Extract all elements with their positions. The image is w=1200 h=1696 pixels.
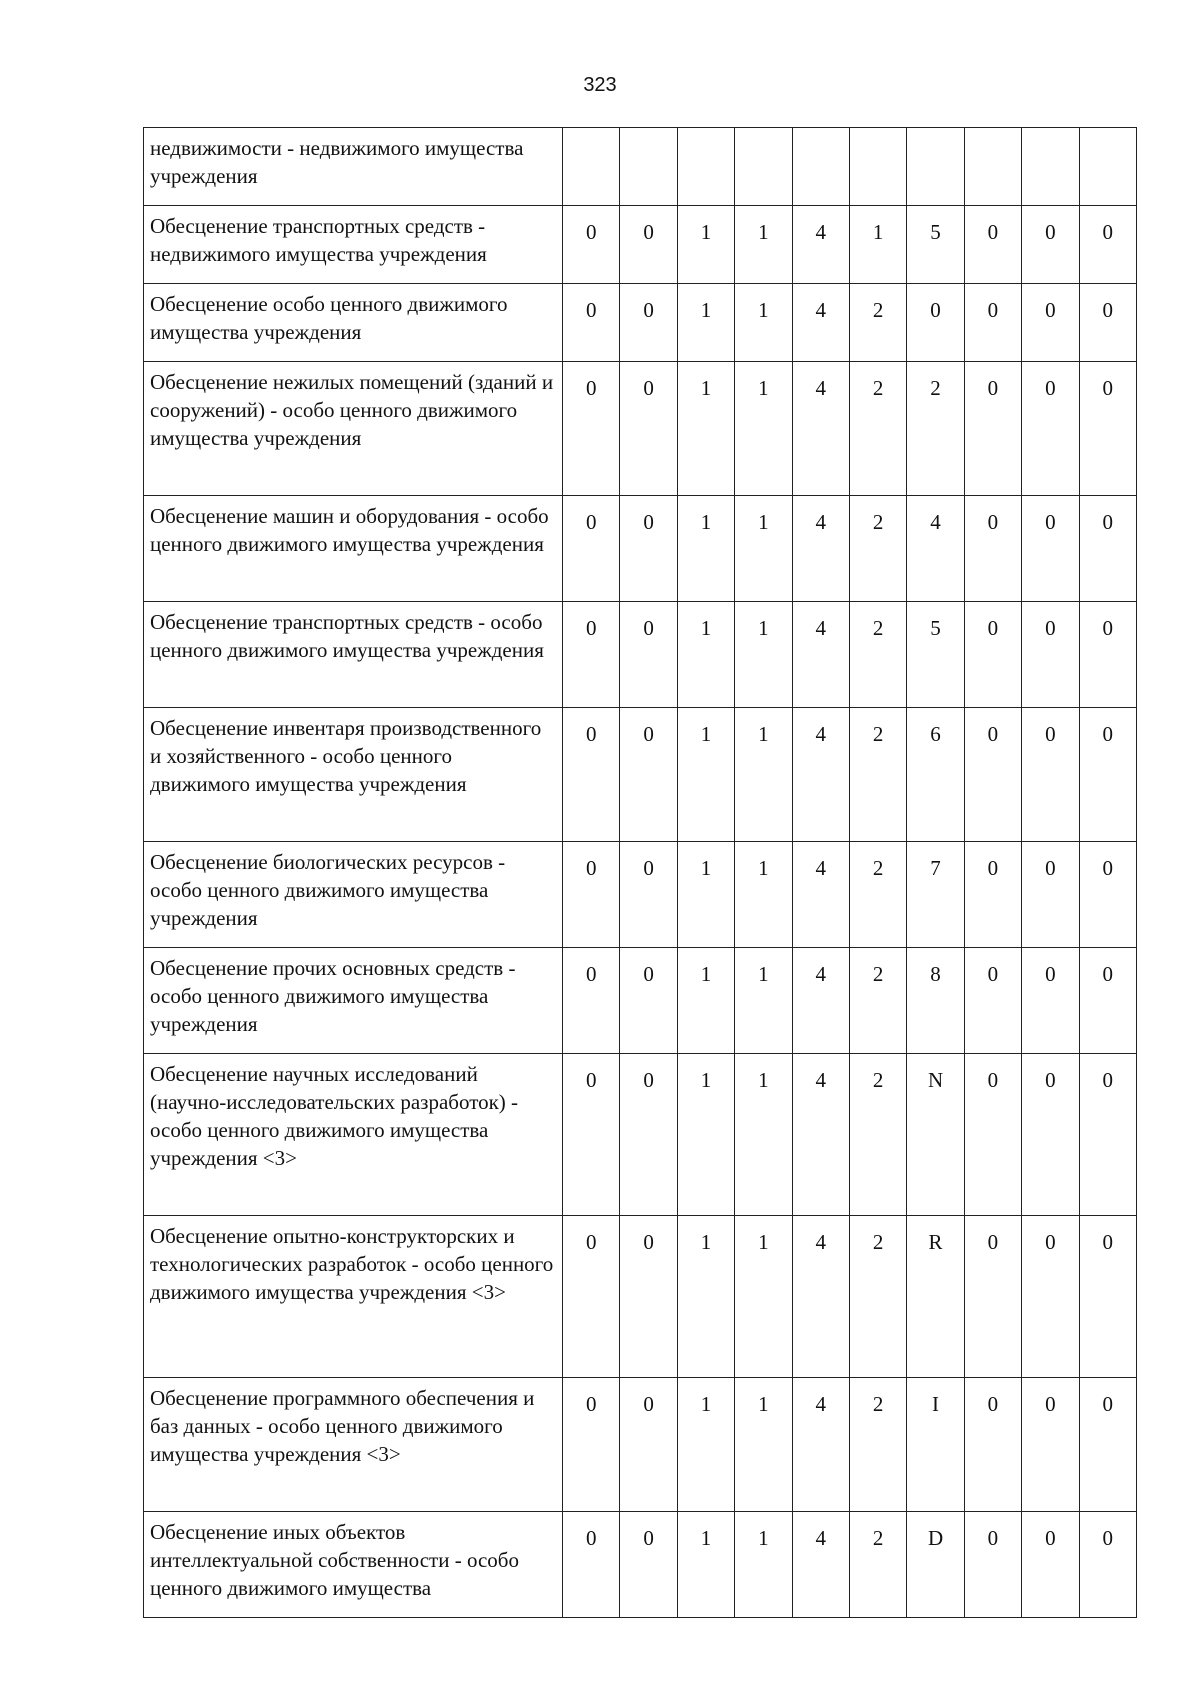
code-digit: 4	[792, 496, 849, 602]
code-digit: 0	[1079, 1512, 1136, 1618]
code-digit: 1	[677, 496, 734, 602]
code-digit: 1	[735, 948, 792, 1054]
table-row	[144, 496, 1137, 602]
row-description: Обесценение иных объектов интеллектуальной собственности - особо ценного движимого имущества	[144, 1512, 563, 1618]
code-digit: 0	[620, 602, 677, 708]
code-digit: 0	[964, 842, 1021, 948]
code-digit: 0	[620, 496, 677, 602]
row-description: Обесценение транспортных средств - недвижимого имущества учреждения	[144, 206, 563, 284]
code-digit	[677, 128, 734, 206]
code-digit: 0	[620, 206, 677, 284]
code-digit: 4	[792, 1378, 849, 1512]
code-digit: 0	[1022, 1512, 1079, 1618]
code-digit: 2	[849, 602, 906, 708]
code-digit: 2	[849, 948, 906, 1054]
code-digit: 2	[849, 362, 906, 496]
code-digit: 4	[792, 1216, 849, 1378]
code-digit: 0	[620, 1378, 677, 1512]
code-digit: 2	[849, 1216, 906, 1378]
code-digit: 4	[792, 206, 849, 284]
code-digit: 0	[1022, 284, 1079, 362]
table-row	[144, 206, 1137, 284]
code-digit: 0	[1079, 1378, 1136, 1512]
table-row	[144, 602, 1137, 708]
table-row	[144, 842, 1137, 948]
code-digit: 0	[1022, 1216, 1079, 1378]
code-digit: 1	[677, 1054, 734, 1216]
code-digit: 2	[849, 842, 906, 948]
code-digit: 1	[735, 496, 792, 602]
code-digit: 0	[1079, 496, 1136, 602]
code-digit: 0	[563, 602, 620, 708]
code-digit: D	[907, 1512, 964, 1618]
code-digit: 0	[1079, 948, 1136, 1054]
code-digit: 0	[620, 948, 677, 1054]
code-digit: 0	[1022, 842, 1079, 948]
code-digit: 0	[1079, 362, 1136, 496]
table-row	[144, 1378, 1137, 1512]
code-digit: 0	[563, 496, 620, 602]
code-digit	[620, 128, 677, 206]
table-row	[144, 284, 1137, 362]
row-description: Обесценение научных исследований (научно-исследовательских разработок) - особо ценного движимого имущества учреждения <3>	[144, 1054, 563, 1216]
code-digit: 0	[964, 602, 1021, 708]
code-digit: 1	[677, 1512, 734, 1618]
code-digit: 5	[907, 602, 964, 708]
code-digit: 0	[964, 284, 1021, 362]
code-digit	[1022, 128, 1079, 206]
code-digit: 1	[735, 362, 792, 496]
code-digit: 4	[792, 842, 849, 948]
code-digit	[792, 128, 849, 206]
code-digit: 6	[907, 708, 964, 842]
code-digit: 0	[563, 842, 620, 948]
table-row	[144, 708, 1137, 842]
table-row	[144, 362, 1137, 496]
code-digit: 5	[907, 206, 964, 284]
code-digit: 1	[735, 1216, 792, 1378]
code-digit: 0	[1022, 602, 1079, 708]
code-digit: I	[907, 1378, 964, 1512]
row-description: Обесценение прочих основных средств - особо ценного движимого имущества учреждения	[144, 948, 563, 1054]
code-digit: 1	[677, 362, 734, 496]
table-body	[144, 128, 1137, 1618]
page-number: 323	[583, 74, 617, 96]
code-digit: 0	[1022, 1054, 1079, 1216]
code-digit: 1	[849, 206, 906, 284]
code-digit: 0	[964, 206, 1021, 284]
code-digit: 4	[792, 1054, 849, 1216]
code-digit: 0	[964, 1512, 1021, 1618]
row-description: Обесценение программного обеспечения и баз данных - особо ценного движимого имущества учреждения <3>	[144, 1378, 563, 1512]
table-row	[144, 1054, 1137, 1216]
code-digit: 0	[1079, 206, 1136, 284]
code-digit: 0	[1022, 496, 1079, 602]
code-digit: 1	[735, 1054, 792, 1216]
code-digit: 1	[677, 1216, 734, 1378]
code-digit: 0	[907, 284, 964, 362]
code-digit: 0	[620, 708, 677, 842]
code-digit: 1	[735, 284, 792, 362]
code-digit: 2	[849, 496, 906, 602]
accounts-table	[143, 127, 1137, 1618]
code-digit: 0	[964, 362, 1021, 496]
code-digit: 0	[1022, 708, 1079, 842]
code-digit: 1	[677, 206, 734, 284]
row-description: Обесценение особо ценного движимого имущества учреждения	[144, 284, 563, 362]
code-digit: 0	[964, 1216, 1021, 1378]
code-digit: 0	[563, 206, 620, 284]
code-digit: 1	[735, 206, 792, 284]
code-digit: 4	[907, 496, 964, 602]
code-digit: 0	[1022, 206, 1079, 284]
code-digit: 0	[964, 1378, 1021, 1512]
code-digit: 1	[677, 708, 734, 842]
code-digit: 0	[563, 708, 620, 842]
code-digit: 8	[907, 948, 964, 1054]
code-digit: R	[907, 1216, 964, 1378]
code-digit: 0	[964, 708, 1021, 842]
code-digit: 0	[620, 284, 677, 362]
table-row	[144, 1216, 1137, 1378]
code-digit: 0	[620, 362, 677, 496]
code-digit: 0	[1079, 602, 1136, 708]
code-digit: 1	[735, 602, 792, 708]
code-digit: 0	[964, 496, 1021, 602]
code-digit	[1079, 128, 1136, 206]
row-description: Обесценение опытно-конструкторских и технологических разработок - особо ценного движимого имущества учреждения <3>	[144, 1216, 563, 1378]
code-digit: 0	[964, 1054, 1021, 1216]
row-description: Обесценение транспортных средств - особо ценного движимого имущества учреждения	[144, 602, 563, 708]
code-digit: 1	[677, 602, 734, 708]
code-digit: 2	[849, 1054, 906, 1216]
code-digit: 0	[620, 842, 677, 948]
code-digit	[563, 128, 620, 206]
code-digit: 4	[792, 362, 849, 496]
code-digit	[964, 128, 1021, 206]
code-digit: 0	[563, 1216, 620, 1378]
code-digit: 1	[677, 1378, 734, 1512]
code-digit: 0	[563, 1378, 620, 1512]
code-digit: 4	[792, 1512, 849, 1618]
row-description: недвижимости - недвижимого имущества учреждения	[144, 128, 563, 206]
row-description: Обесценение нежилых помещений (зданий и сооружений) - особо ценного движимого имущества учреждения	[144, 362, 563, 496]
code-digit: 0	[1079, 1054, 1136, 1216]
code-digit: 7	[907, 842, 964, 948]
code-digit: 0	[563, 284, 620, 362]
code-digit: 0	[620, 1512, 677, 1618]
table-row	[144, 1512, 1137, 1618]
code-digit: 0	[1022, 948, 1079, 1054]
code-digit: 4	[792, 602, 849, 708]
code-digit: 1	[677, 284, 734, 362]
code-digit: 0	[1079, 842, 1136, 948]
code-digit: 0	[964, 948, 1021, 1054]
code-digit: 0	[1022, 1378, 1079, 1512]
code-digit: 2	[907, 362, 964, 496]
code-digit: 0	[620, 1216, 677, 1378]
code-digit	[735, 128, 792, 206]
code-digit: 2	[849, 1512, 906, 1618]
code-digit: 1	[735, 708, 792, 842]
code-digit: 0	[1022, 362, 1079, 496]
code-digit: 1	[677, 948, 734, 1054]
code-digit: N	[907, 1054, 964, 1216]
code-digit: 0	[563, 948, 620, 1054]
code-digit: 0	[563, 1512, 620, 1618]
code-digit: 0	[1079, 708, 1136, 842]
code-digit: 2	[849, 1378, 906, 1512]
code-digit: 2	[849, 284, 906, 362]
code-digit	[849, 128, 906, 206]
code-digit	[907, 128, 964, 206]
code-digit: 0	[1079, 284, 1136, 362]
row-description: Обесценение биологических ресурсов - особо ценного движимого имущества учреждения	[144, 842, 563, 948]
code-digit: 1	[735, 1378, 792, 1512]
code-digit: 2	[849, 708, 906, 842]
code-digit: 0	[563, 1054, 620, 1216]
code-digit: 1	[735, 842, 792, 948]
row-description: Обесценение инвентаря производственного и хозяйственного - особо ценного движимого имущества учреждения	[144, 708, 563, 842]
code-digit: 4	[792, 284, 849, 362]
code-digit: 1	[677, 842, 734, 948]
table-row	[144, 128, 1137, 206]
code-digit: 1	[735, 1512, 792, 1618]
table-row	[144, 948, 1137, 1054]
code-digit: 0	[1079, 1216, 1136, 1378]
row-description: Обесценение машин и оборудования - особо ценного движимого имущества учреждения	[144, 496, 563, 602]
code-digit: 4	[792, 708, 849, 842]
code-digit: 0	[563, 362, 620, 496]
code-digit: 0	[620, 1054, 677, 1216]
code-digit: 4	[792, 948, 849, 1054]
